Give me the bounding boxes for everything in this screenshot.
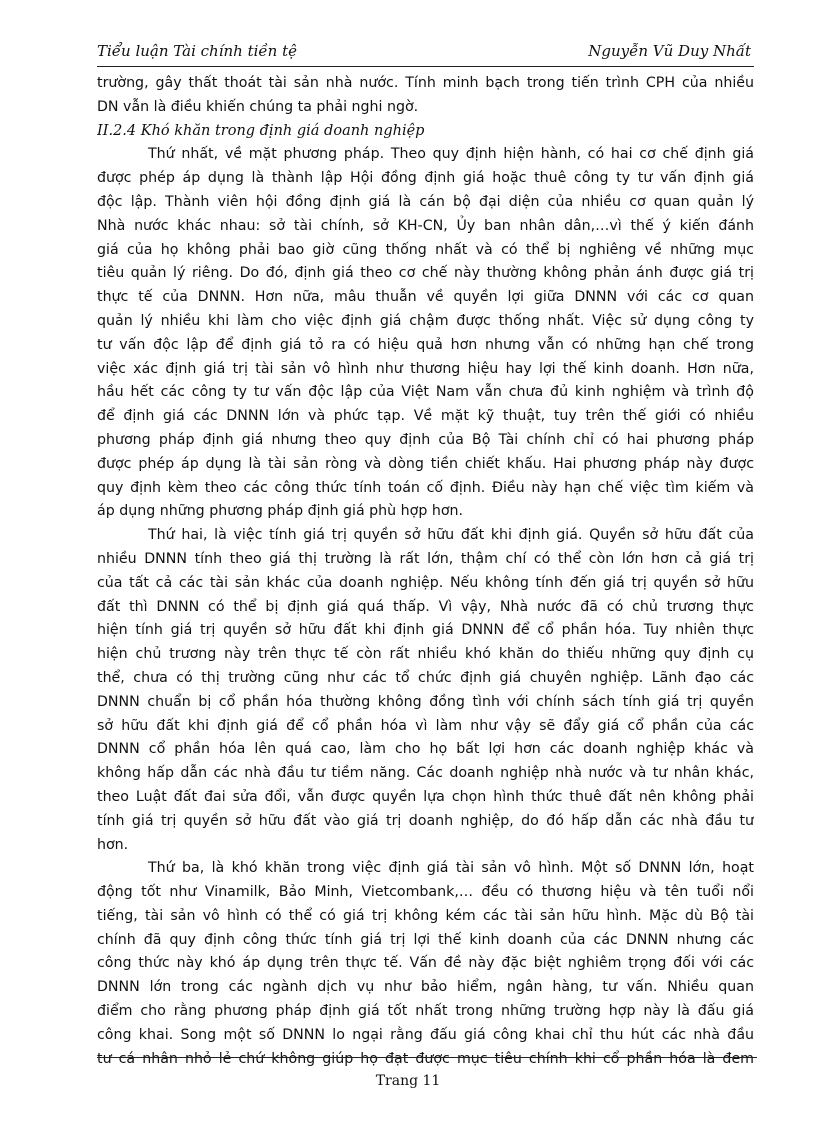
text-line: để định giá các DNNN lớn và phức tạp. Về mặt kỹ thuật, tuy trên thế giới có nhiều [97, 408, 754, 425]
footer-divider [97, 1057, 757, 1058]
text-line: hiện tính giá trị quyền sở hữu đất khi định giá DNNN để cổ phần hóa. Tuy nhiên thực [97, 622, 754, 639]
text-line: tính giá trị quyền sở hữu đất vào giá trị doanh nghiệp, do đó hấp dẫn các nhà đầu tư [97, 812, 754, 829]
text-line: được phép áp dụng là thành lập Hội đồng định giá hoặc thuê công ty tư vấn định giá [97, 170, 754, 187]
text-line: tiếng, tài sản vô hình có thể có giá trị không kém các tài sản hữu hình. Mặc dù Bộ tài [97, 907, 754, 924]
text-line: trường, gây thất thoát tài sản nhà nước. Tính minh bạch trong tiến trình CPH của nhiều [97, 75, 754, 91]
text-line: tiêu quản lý riêng. Do đó, định giá theo cơ chế này thường không phản ánh được giá trị [97, 265, 754, 282]
text-line: của tất cả các tài sản khác của doanh nghiệp. Nếu không tính đến giá trị quyền sở hữu [97, 574, 754, 591]
paragraph-first-line: Thứ ba, là khó khăn trong việc định giá tài sản vô hình. Một số DNNN lớn, hoạt [148, 860, 754, 877]
page-number: Trang 11 [375, 1073, 441, 1089]
text-line: hơn. [97, 836, 129, 853]
text-line: DNNN cổ phần hóa lên quá cao, làm cho họ bất lợi hơn các doanh nghiệp khác và [97, 741, 754, 758]
header-author-name: Nguyễn Vũ Duy Nhất [588, 42, 751, 60]
header-divider [97, 66, 754, 67]
text-line: thể, chưa có thị trường cũng như các tổ chức định giá chuyên nghiệp. Lãnh đạo các [97, 669, 754, 686]
text-line: việc xác định giá trị tài sản vô hình như thương hiệu hay lợi thế kinh doanh. Hơn nữa, [97, 360, 754, 377]
text-line: tư cá nhân nhỏ lẻ chứ không giúp họ đạt được mục tiêu chính khi cổ phần hóa là đem [97, 1050, 754, 1067]
text-line: DN vẫn là điều khiến chúng ta phải nghi ngờ. [97, 98, 419, 115]
text-line: nhiều DNNN tính theo giá thị trường là rất lớn, thậm chí có thể còn lớn hơn cả giá trị [97, 550, 754, 567]
text-line: DNNN lớn trong các ngành dịch vụ như bảo hiểm, ngân hàng, tư vấn. Nhiều quan [97, 979, 754, 996]
text-line: quản lý nhiều khi làm cho việc định giá chậm được thống nhất. Việc sử dụng công ty [97, 312, 754, 329]
text-line: áp dụng những phương pháp định giá phù hợp hơn. [97, 503, 464, 520]
text-line: công khai. Song một số DNNN lo ngại rằng đấu giá công khai chỉ thu hút các nhà đầu [97, 1026, 754, 1043]
header-course-title: Tiểu luận Tài chính tiền tệ [97, 42, 297, 60]
text-line: phương pháp định giá nhưng theo quy định của Bộ Tài chính chỉ có hai phương pháp [97, 431, 754, 448]
text-line: đất thì DNNN có thể bị định giá quá thấp. Vì vậy, Nhà nước đã có chủ trương thực [97, 598, 754, 615]
text-line: thực tế của DNNN. Hơn nữa, mâu thuẫn về quyền lợi giữa DNNN với các cơ quan [97, 289, 754, 306]
text-line: Nhà nước khác nhau: sở tài chính, sở KH-CN, Ủy ban nhân dân,…vì thế ý kiến đánh [97, 217, 754, 234]
paragraph-first-line: Thứ nhất, về mặt phương pháp. Theo quy định hiện hành, có hai cơ chế định giá [148, 146, 754, 163]
text-line: độc lập. Thành viên hội đồng định giá là cán bộ đại diện của nhiều cơ quan quản lý [97, 193, 754, 210]
text-line: tư vấn độc lập để định giá tỏ ra có hiệu quả hơn nhưng vẫn có những hạn chế trong [97, 336, 754, 353]
paragraph-first-line: Thứ hai, là việc tính giá trị quyền sở hữu đất khi định giá. Quyền sở hữu đất của [148, 527, 754, 544]
text-line: hầu hết các công ty tư vấn độc lập của Việt Nam vẫn chưa đủ kinh nghiệm và trình độ [97, 384, 754, 401]
section-heading: II.2.4 Khó khăn trong định giá doanh nghiệp [97, 122, 425, 139]
text-line: hiện chủ trương này trên thực tế còn rất nhiều khó khăn do thiếu những quy định cụ [97, 646, 754, 663]
page-header [97, 38, 751, 64]
text-line: quy định kèm theo các công thức tính toán cố định. Điều này hạn chế việc tìm kiếm và [97, 479, 754, 496]
text-line: sở hữu đất khi định giá để cổ phần hóa vì làm như vậy sẽ đẩy giá cổ phần của các [97, 717, 754, 734]
text-line: DNNN chuẩn bị cổ phần hóa thường không đồng tình với chính sách tính giá trị quyền [97, 693, 754, 710]
text-line: công thức này khó áp dụng trên thực tế. Vấn đề này đặc biệt nghiêm trọng đối với các [97, 955, 754, 972]
text-line: chính đã quy định công thức tính giá trị lợi thế kinh doanh của các DNNN nhưng các [97, 931, 754, 948]
document-body [97, 72, 754, 1071]
text-line: theo Luật đất đai sửa đổi, vẫn được quyền lựa chọn hình thức thuê đất nên không phải [97, 788, 754, 805]
text-line: động tốt như Vinamilk, Bảo Minh, Vietcombank,… đều có thương hiệu và tên tuổi nổi [97, 884, 754, 901]
text-line: giá của họ không phải bao giờ cũng thống nhất và có thể bị nghiêng về những mục [97, 241, 754, 258]
text-line: được phép áp dụng là tài sản ròng và dòng tiền chiết khấu. Hai phương pháp này được [97, 455, 754, 472]
text-line: điểm cho rằng phương pháp định giá tốt nhất trong những trường hợp này là đấu giá [97, 1003, 754, 1020]
text-line: không hấp dẫn các nhà đầu tư tiềm năng. Các doanh nghiệp nhà nước và tư nhân khác, [97, 765, 754, 782]
